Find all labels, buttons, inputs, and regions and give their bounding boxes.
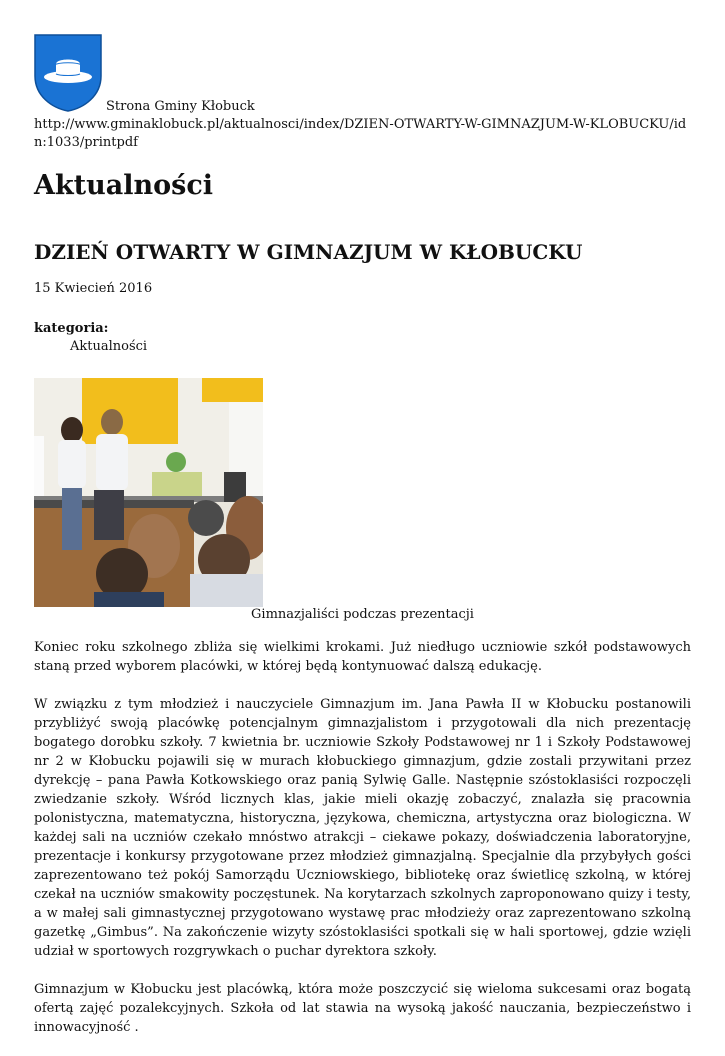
section-title: Aktualności — [34, 170, 214, 201]
classroom-photo — [34, 378, 263, 607]
category-value[interactable]: Aktualności — [70, 339, 148, 354]
category-label: kategoria: — [34, 321, 109, 336]
article-title: DZIEŃ OTWARTY W GIMNAZJUM W KŁOBUCKU — [34, 240, 583, 264]
article-paragraph: Gimnazjum w Kłobucku jest placówką, która może poszczycić się wieloma sukcesami oraz bogatą ofertą zajęć pozalekcyjnych. Szkoła od lat stawia na wysoką jakość nauczania, bezpieczeństwo i innowacyjność . — [34, 982, 691, 1035]
article-date: 15 Kwiecień 2016 — [34, 281, 153, 296]
article-body — [34, 638, 691, 1056]
photo-caption: Gimnazjaliści podczas prezentacji — [251, 607, 474, 622]
coat-of-arms-shield — [34, 34, 102, 112]
article-paragraph: Koniec roku szkolnego zbliża się wielkimi krokami. Już niedługo uczniowie szkół podstawowych staną przed wyborem placówki, w której będą kontynuować dalszą edukację. — [34, 640, 691, 674]
page-url[interactable]: http://www.gminaklobuck.pl/aktualnosci/index/DZIEN-OTWARTY-W-GIMNAZJUM-W-KLOBUCKU/idn:1033/printpdf — [34, 117, 687, 150]
site-name: Strona Gminy Kłobuck — [106, 99, 255, 114]
article-paragraph: W związku z tym młodzież i nauczyciele Gimnazjum im. Jana Pawła II w Kłobucku postanowili przybliżyć swoją placówkę potencjalnym gimnazjalistom i przygotowali dla nich prezentację bogatego dorobku szkoły. 7 kwietnia br. uczniowie Szkoły Podstawowej nr 1 i Szkoły Podstawowej nr 2 w Kłobucku pojawili się w murach kłobuckiego gimnazjum, gdzie zostali przywitani przez dyrekcję – pana Pawła Kotkowskiego oraz panią Sylwię Galle. Następnie szóstoklasiści rozpoczęli zwiedzanie szkoły. Wśród licznych klas, jakie mieli okazję zobaczyć, znalazła się pracownia polonistyczna, matematyczna, historyczna, językowa, chemiczna, artystyczna oraz biologiczna. W każdej sali na uczniów czekało mnóstwo atrakcji – ciekawe pokazy, doświadczenia laboratoryjne, prezentacje i konkursy przygotowane przez młodzież gimnazjalną. Specjalnie dla przybyłych gości zaprezentowano też pokój Samorządu Uczniowskiego, bibliotekę oraz świetlicę szkolną, w której czekał na uczniów smakowity poczęstunek. Na korytarzach szkolnych zaproponowano quizy i testy, a w małej sali gimnastycznej przygotowano wystawę prac młodzieży oraz zaprezentowano szkolną gazetkę „Gimbus”. Na zakończenie wizyty szóstoklasiści spotkali się w hali sportowej, gdzie wzięli udział w sportowych rozgrywkach o puchar dyrektora szkoły. — [34, 697, 691, 959]
coat-of-arms-icon — [34, 34, 102, 112]
article-photo — [34, 378, 263, 607]
